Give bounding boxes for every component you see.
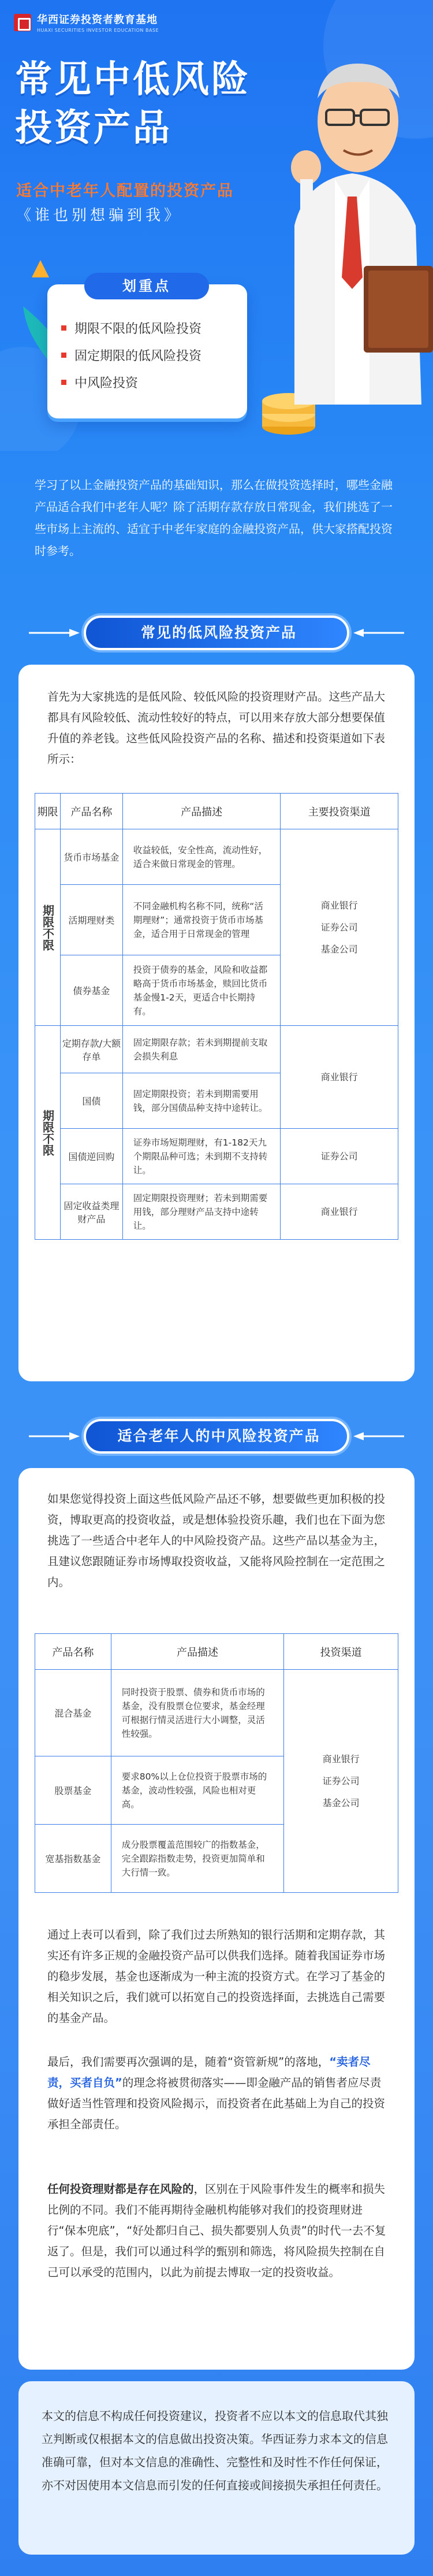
term-group-label: 期限不限 xyxy=(35,829,61,1026)
investment-channel: 商业银行 证券公司 基金公司 xyxy=(284,1670,398,1893)
product-name: 混合基金 xyxy=(35,1670,111,1756)
emphasis-text: 任何投资理财都是存在风险的 xyxy=(47,2182,194,2196)
product-name: 债券基金 xyxy=(60,955,122,1026)
bullet-icon xyxy=(61,353,66,358)
product-desc: 要求80%以上仓位投资于股票市场的基金，波动性较强，风险也相对更高。 xyxy=(111,1756,284,1825)
section2-paragraph-4: 任何投资理财都是存在风险的，区别在于风险事件发生的概率和损失比例的不同。我们不能再期待金融机构能够对我们的投资理财进行“保本兜底”，“好处都归自己、损失都要别人负责”的时代一去不复返了。但是，我们可以通过科学的甄别和筛选，将风险损失控制在自己可以承受的范围内，以此为前提去博取一定的投资收益。 xyxy=(47,2182,386,2279)
hero-banner xyxy=(0,0,433,451)
product-name: 货币市场基金 xyxy=(60,829,122,885)
title-line-2: 投资产品 xyxy=(15,107,172,150)
table-header: 投资渠道 xyxy=(284,1634,398,1670)
section1-card xyxy=(18,665,415,1381)
product-desc: 同时投资于股票、债券和货币市场的基金，没有股票仓位要求，基金经理可根据行情灵活进行大小调整，灵活性较强。 xyxy=(111,1670,284,1756)
heading-decor-right-icon xyxy=(352,1431,404,1441)
section2-paragraph-3: 最后，我们需要再次强调的是，随着“资管新规”的落地，“卖者尽责，买者自负”的理念将被贯彻落实——即金融产品的销售者应尽责做好适当性管理和投资风险揭示，而投资者在此基础上为自己的投资承担全部责任。 xyxy=(47,2055,386,2131)
product-name: 宽基指数基金 xyxy=(35,1825,111,1893)
emphasis-text: “卖者尽责，买者自负” xyxy=(47,2055,371,2089)
intro-paragraph: 学习了以上金融投资产品的基础知识，那么在做投资选择时，哪些金融产品适合我们中老年人呢？除了活期存款存放日常现金，我们挑选了一些市场上主流的、适宜于中老年家庭的金融投资产品，供大家搭配投资时参考。 xyxy=(35,478,393,558)
product-desc: 投资于债券的基金，风险和收益都略高于货币市场基金，赎回比货币基金慢1-2天，更适合中长期持有。 xyxy=(122,955,281,1026)
section2-heading xyxy=(0,1404,433,1468)
org-name: 华西证券投资者教育基地 xyxy=(37,14,158,26)
product-desc: 收益较低，安全性高，流动性好，适合来做日常现金的管理。 xyxy=(122,829,281,885)
term-group-label: 期限不限 xyxy=(35,1026,61,1240)
product-name: 国债 xyxy=(60,1073,122,1129)
key-points-list xyxy=(61,319,201,401)
section1-heading xyxy=(0,601,433,665)
table-row xyxy=(35,1670,398,1756)
heading-decor-left-icon xyxy=(29,1431,81,1441)
page-title xyxy=(15,55,251,153)
table-header: 产品描述 xyxy=(122,794,281,829)
bullet-icon xyxy=(61,380,66,385)
product-desc: 固定期限投资理财；若未到期需要用钱，部分理财产品支持中途转让。 xyxy=(122,1184,281,1240)
investment-channel: 商业银行 xyxy=(281,1026,398,1129)
product-name: 固定收益类理财产品 xyxy=(60,1184,122,1240)
title-line-1: 常见中低风险 xyxy=(15,58,251,101)
table-header: 主要投资渠道 xyxy=(281,794,398,829)
product-desc: 固定期限存款；若未到期提前支取会损失利息 xyxy=(122,1026,281,1073)
table-header-row xyxy=(35,1634,398,1670)
investment-channel: 商业银行 xyxy=(281,1184,398,1240)
investment-channel: 商业银行 证券公司 基金公司 xyxy=(281,829,398,1026)
bullet-icon xyxy=(61,325,66,331)
low-risk-products-table xyxy=(35,793,398,1240)
product-desc: 固定期限投资；若未到期需要用钱，部分国债品种支持中途转让。 xyxy=(122,1073,281,1129)
key-points-card xyxy=(47,278,247,418)
product-desc: 不同金融机构名称不同，统称“活期理财”；通常投资于货币市场基金，适合用于日常现金的管理 xyxy=(122,885,281,955)
disclaimer-box xyxy=(18,2381,415,2555)
product-name: 活期理财类 xyxy=(60,885,122,955)
elderly-man-illustration-icon xyxy=(271,35,433,405)
list-item: 中风险投资 xyxy=(61,373,201,391)
table-header: 产品名称 xyxy=(35,1634,111,1670)
series-name: 《谁也别想骗到我》 xyxy=(16,207,183,224)
heading-decor-right-icon xyxy=(352,628,404,638)
heading-decor-left-icon xyxy=(29,628,81,638)
page-subtitle: 适合中老年人配置的投资产品 xyxy=(16,182,234,200)
table-header: 期限 xyxy=(35,794,61,829)
list-item: 期限不限的低风险投资 xyxy=(61,319,201,337)
list-item: 固定期限的低风险投资 xyxy=(61,346,201,364)
org-name-en: HUAXI SECURITIES INVESTOR EDUCATION BASE xyxy=(37,28,159,33)
table-row xyxy=(35,1129,398,1184)
product-name: 股票基金 xyxy=(35,1756,111,1825)
table-row xyxy=(35,1184,398,1240)
org-logo xyxy=(14,12,159,33)
table-header: 产品描述 xyxy=(111,1634,284,1670)
table-row xyxy=(35,829,398,885)
logo-mark-icon xyxy=(14,14,31,31)
section1-title: 常见的低风险投资产品 xyxy=(140,624,297,641)
section1-intro-text: 首先为大家挑选的是低风险、较低风险的投资理财产品。这些产品大都具有风险较低、流动性较好的特点，可以用来存放大部分想要保值升值的养老钱。这些低风险投资产品的名称、描述和投资渠道如下表所示： xyxy=(47,690,386,766)
section2-intro-text: 如果您觉得投资上面这些低风险产品还不够，想要做些更加积极的投资，博取更高的投资收益，或是想体验投资乐趣，我们也在下面为您挑选了一些适合中老年人的中风险投资产品。这些产品以基金为主，且建议您跟随证券市场博取投资收益，又能将风险控制在一定范围之内。 xyxy=(47,1492,386,1589)
table-header: 产品名称 xyxy=(60,794,122,829)
disclaimer-text: 本文的信息不构成任何投资建议，投资者不应以本文的信息取代其独立判断或仅根据本文的信息做出投资决策。华西证券力求本文的信息准确可靠，但对本文信息的准确性、完整性和及时性不作任何保证，亦不对因使用本文信息而引发的任何直接或间接损失承担任何责任。 xyxy=(42,2409,388,2492)
product-name: 定期存款/大额存单 xyxy=(60,1026,122,1073)
table-header-row xyxy=(35,794,398,829)
medium-risk-products-table xyxy=(35,1633,398,1893)
investment-channel: 证券公司 xyxy=(281,1129,398,1184)
product-desc: 证券市场短期理财，有1-182天九个期限品种可选；未到期不支持转让。 xyxy=(122,1129,281,1184)
product-desc: 成分股票覆盖范围较广的指数基金，完全跟踪指数走势，投资更加简单和大行情一致。 xyxy=(111,1825,284,1893)
section2-title: 适合老年人的中风险投资产品 xyxy=(117,1428,320,1444)
section2-card xyxy=(18,1468,415,2370)
table-row xyxy=(35,1026,398,1073)
key-points-tag: 划重点 xyxy=(84,273,209,299)
section2-paragraph-2: 通过上表可以看到，除了我们过去所熟知的银行活期和定期存款，其实还有许多正规的金融投资产品可以供我们选择。随着我国证券市场的稳步发展，基金也逐渐成为一种主流的投资方式。在学习了基金的相关知识之后，我们就可以拓宽自己的投资选择面，去挑选自己需要的基金产品。 xyxy=(47,1928,386,2025)
product-name: 国债逆回购 xyxy=(60,1129,122,1184)
